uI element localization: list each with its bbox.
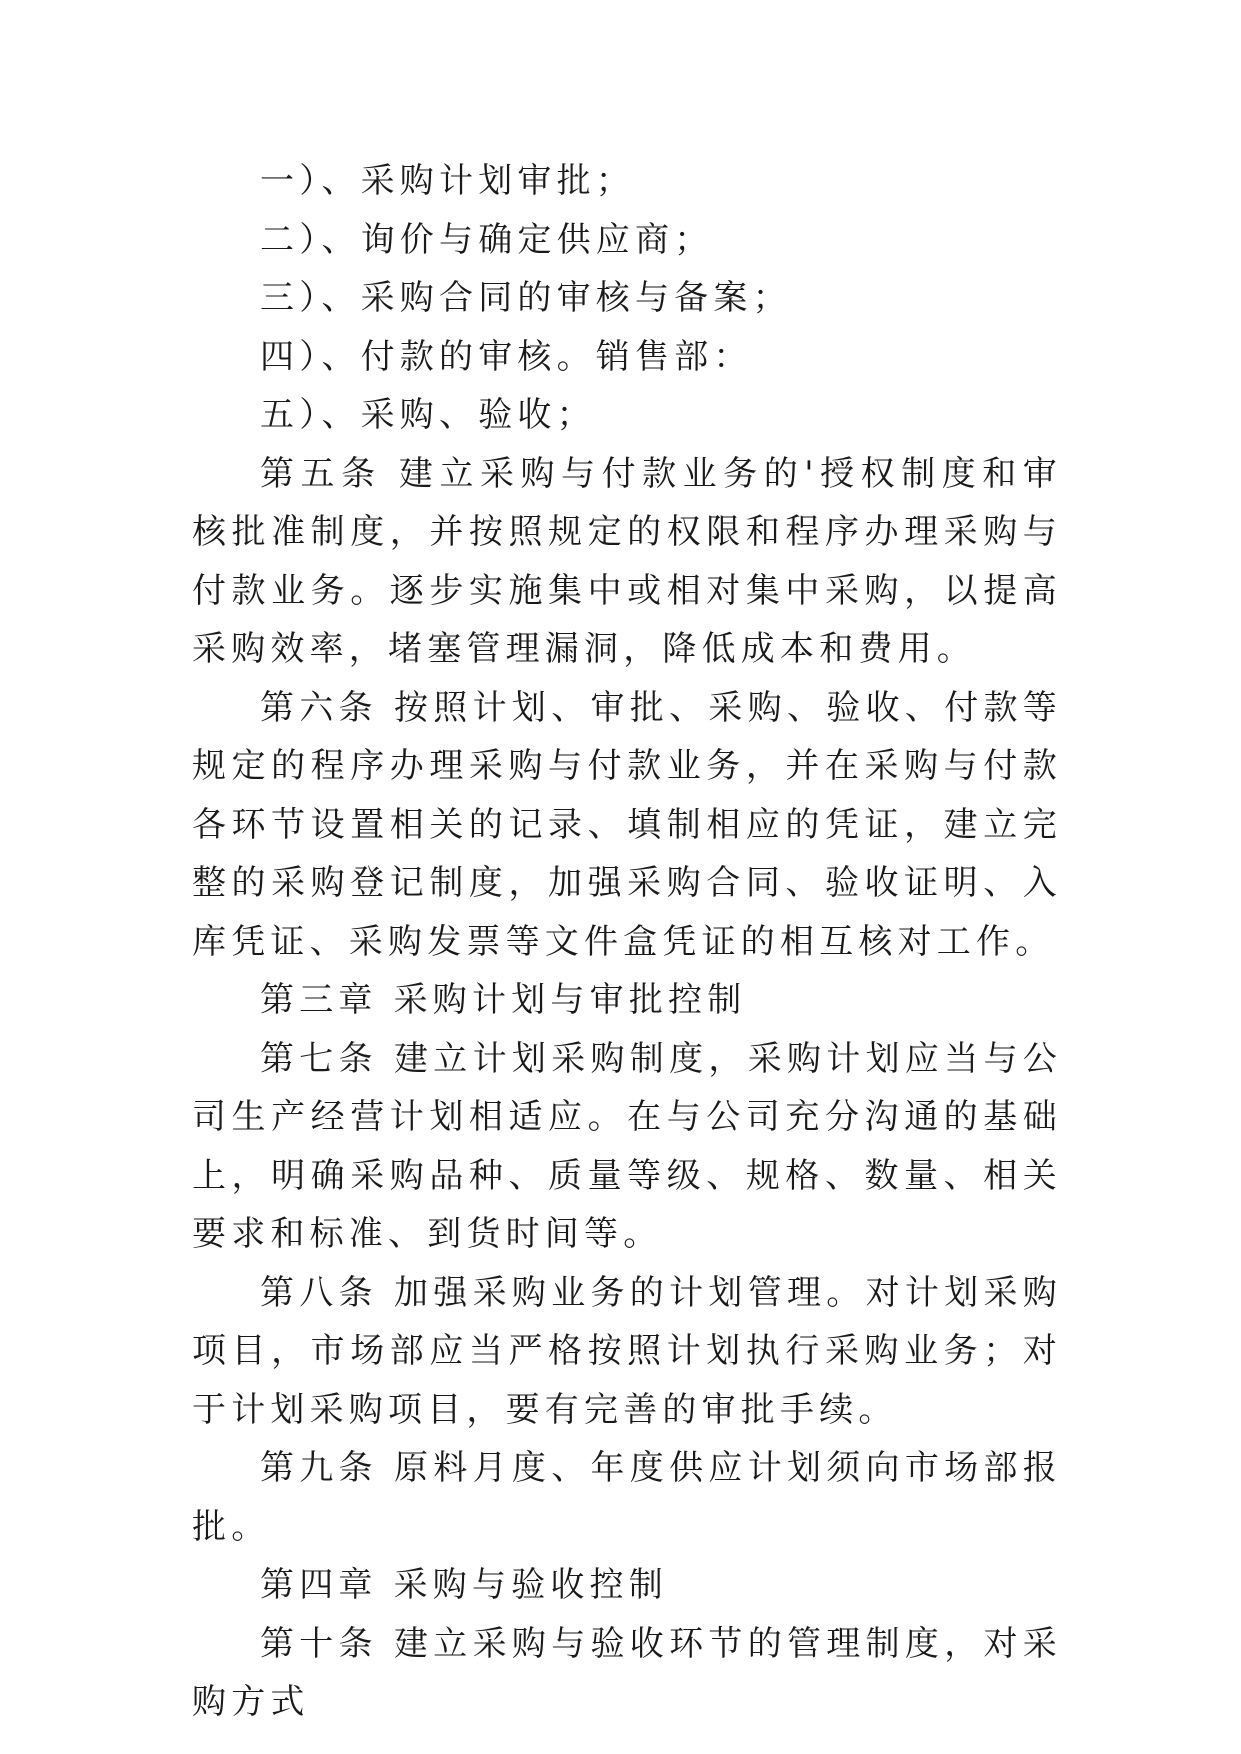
document-body [192, 152, 1062, 1732]
chapter-4-heading: 第四章 采购与验收控制 [260, 1565, 669, 1605]
chapter-3-heading: 第三章 采购计划与审批控制 [260, 980, 747, 1020]
list-item-contract-review: 三）、采购合同的审核与备案； [260, 278, 792, 318]
article-10: 第十条 建立采购与验收环节的管理制度，对采购方式 [192, 1623, 1062, 1722]
article-6: 第六条 按照计划、审批、采购、验收、付款等规定的程序办理采购与付款业务，并在采购与付款各环节设置相关的记录、填制相应的凭证，建立完整的采购登记制度，加强采购合同、验收证明、入库凭证、采购发票等文件盒凭证的相互核对工作。 [192, 687, 1062, 962]
article-9: 第九条 原料月度、年度供应计划须向市场部报批。 [192, 1448, 1062, 1547]
article-5: 第五条 建立采购与付款业务的'授权制度和审核批准制度，并按照规定的权限和程序办理采购与付款业务。逐步实施集中或相对集中采购，以提高采购效率，堵塞管理漏洞，降低成本和费用。 [192, 453, 1062, 669]
list-item-plan-approval: 一）、采购计划审批； [260, 161, 635, 201]
list-item-purchase-acceptance: 五）、采购、验收； [260, 395, 596, 435]
list-item-inquiry-supplier: 二）、询价与确定供应商； [260, 219, 714, 260]
list-item-payment-review: 四）、付款的审核。销售部： [260, 336, 753, 377]
article-7: 第七条 建立计划采购制度，采购计划应当与公司生产经营计划相适应。在与公司充分沟通的基础上，明确采购品种、质量等级、规格、数量、相关要求和标准、到货时间等。 [192, 1038, 1062, 1254]
article-8: 第八条 加强采购业务的计划管理。对计划采购项目，市场部应当严格按照计划执行采购业务；对于计划采购项目，要有完善的审批手续。 [192, 1272, 1062, 1430]
